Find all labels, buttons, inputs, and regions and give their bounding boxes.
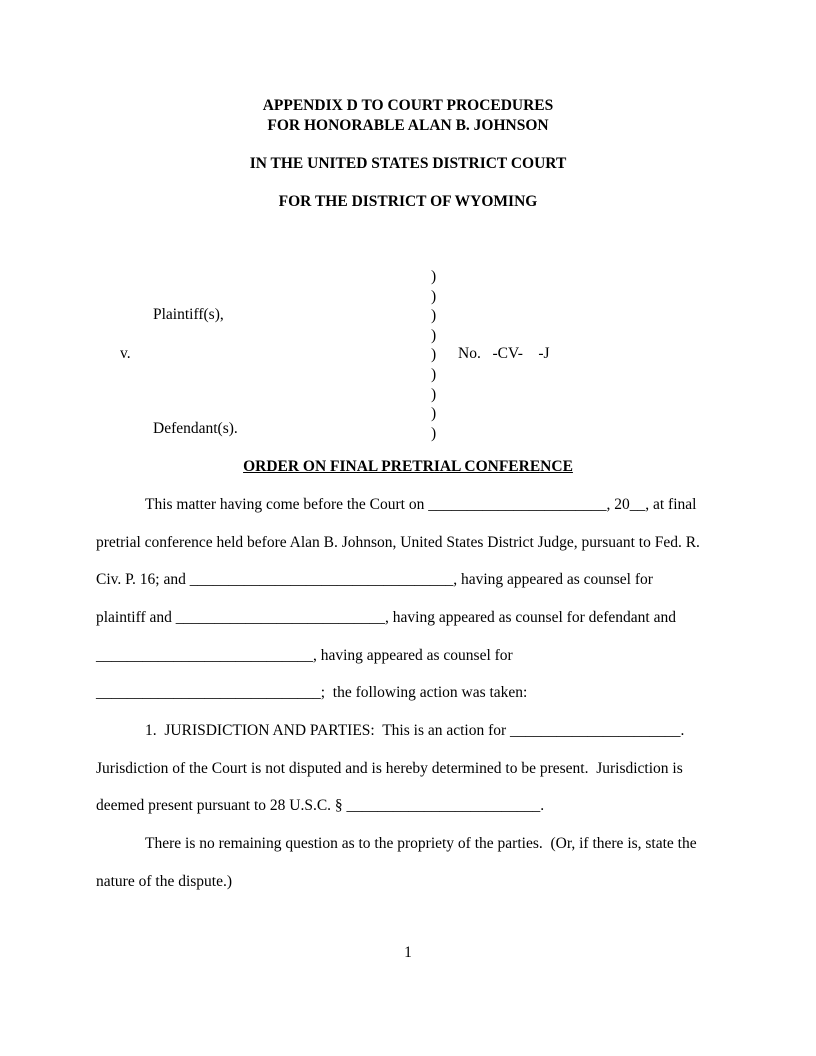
body-line-5: ____________________________, having appeared as counsel for xyxy=(96,647,513,664)
versus-label: v. xyxy=(120,345,131,362)
caption-paren: ) xyxy=(431,405,437,423)
caption-paren: ) xyxy=(431,307,437,325)
order-title: ORDER ON FINAL PRETRIAL CONFERENCE xyxy=(243,458,573,475)
body-line-11: nature of the dispute.) xyxy=(96,873,233,890)
plaintiff-label: Plaintiff(s), xyxy=(153,306,224,323)
district-name: FOR THE DISTRICT OF WYOMING xyxy=(278,193,538,210)
section-1-jurisdiction: 1. JURISDICTION AND PARTIES: This is an action for ______________________. xyxy=(145,722,685,739)
body-line-3: Civ. P. 16; and __________________________________, having appeared as counsel for xyxy=(96,571,653,588)
caption-paren: ) xyxy=(431,385,437,403)
defendant-label: Defendant(s). xyxy=(153,420,238,437)
appendix-title-line2: FOR HONORABLE ALAN B. JOHNSON xyxy=(267,117,549,134)
body-line-6: _____________________________; the following action was taken: xyxy=(96,684,528,701)
caption-paren: ) xyxy=(431,424,437,442)
caption-paren: ) xyxy=(431,346,437,364)
body-line-8: Jurisdiction of the Court is not disputed and is hereby determined to be present. Jurisdiction is xyxy=(96,760,683,777)
body-line-4: plaintiff and ___________________________, having appeared as counsel for defendant and xyxy=(96,609,676,626)
court-name: IN THE UNITED STATES DISTRICT COURT xyxy=(249,155,567,172)
caption-paren: ) xyxy=(431,365,437,383)
caption-paren: ) xyxy=(431,326,437,344)
appendix-title-line1: APPENDIX D TO COURT PROCEDURES xyxy=(262,97,554,114)
body-line-2: pretrial conference held before Alan B. Johnson, United States District Judge, pursuant to Fed. R. xyxy=(96,534,700,551)
body-line-9: deemed present pursuant to 28 U.S.C. § _________________________. xyxy=(96,797,545,814)
body-line-1: This matter having come before the Court on _______________________, 20__, at final xyxy=(145,496,697,513)
caption-paren: ) xyxy=(431,268,437,285)
caption-parenthesis-column xyxy=(431,267,436,443)
case-number: No. -CV- -J xyxy=(458,345,550,362)
body-line-10: There is no remaining question as to the propriety of the parties. (Or, if there is, state the xyxy=(145,835,697,852)
caption-paren: ) xyxy=(431,287,437,305)
page-number: 1 xyxy=(404,944,412,961)
